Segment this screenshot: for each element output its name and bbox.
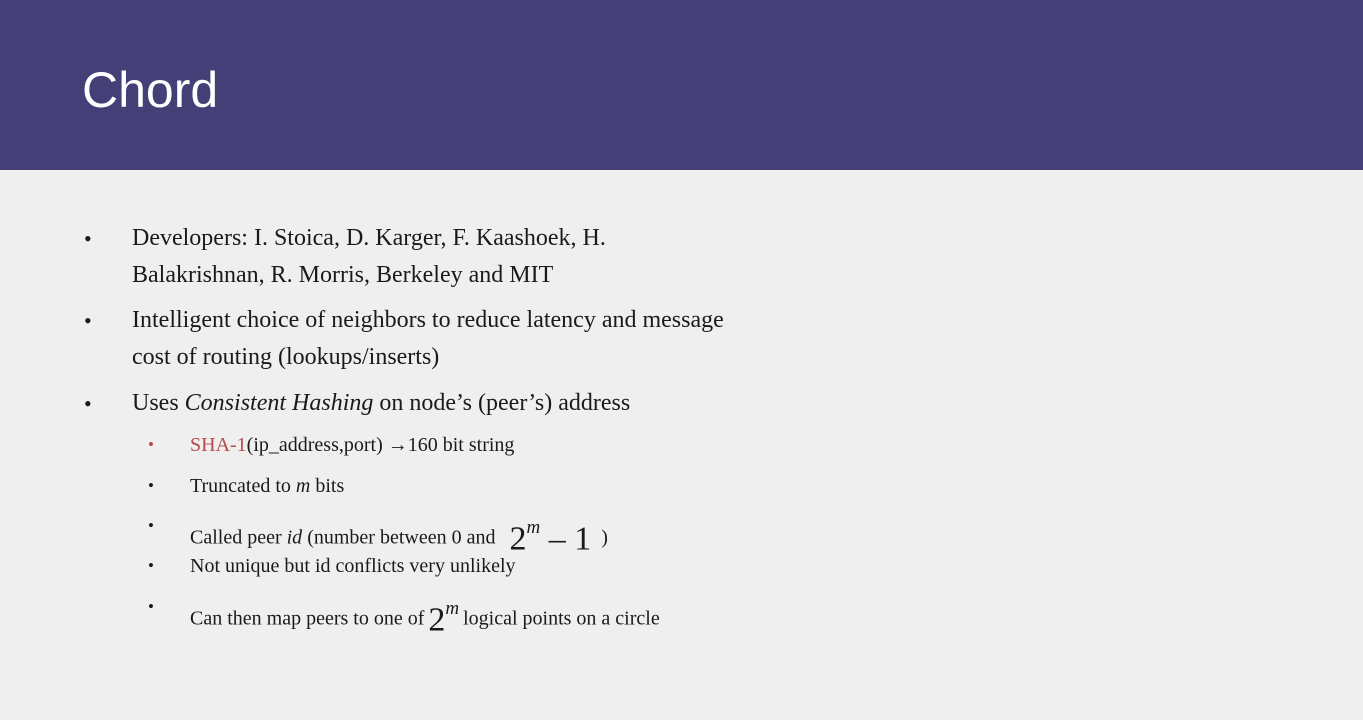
sha1-label: SHA-1 — [190, 434, 247, 456]
arrow-right-icon: → — [387, 434, 408, 456]
text-run: Truncated to — [190, 475, 296, 497]
bullet-text-line — [190, 513, 608, 558]
bullet-text-line — [190, 432, 514, 458]
bullet-marker: • — [148, 476, 154, 495]
bullet-marker: • — [84, 308, 92, 333]
bullet-marker: • — [148, 556, 154, 575]
math-base: 2 — [428, 601, 446, 639]
bullet-marker: • — [148, 516, 154, 535]
subbullet-peer-id — [148, 513, 608, 558]
bullet-marker: • — [148, 597, 154, 616]
subbullet-sha1 — [148, 432, 515, 458]
math-expression — [428, 598, 460, 639]
bullet-developers — [84, 220, 606, 294]
emphasis-text: m — [295, 475, 311, 497]
text-run: Called peer — [190, 526, 287, 549]
math-tail: – 1 — [548, 520, 592, 558]
bullet-text-line — [132, 385, 630, 422]
text-run: 160 bit string — [407, 434, 515, 456]
math-exponent: m — [445, 598, 460, 619]
bullet-text-line: Intelligent choice of neighbors to reduce latency and message — [132, 307, 724, 333]
subbullet-map-circle — [148, 594, 660, 639]
text-run: logical points on a circle — [463, 607, 660, 630]
text-run: Can then map peers to one of — [190, 607, 425, 630]
text-run: (ip_address,port) — [246, 434, 388, 456]
bullet-neighbors — [84, 302, 724, 376]
bullet-marker: • — [148, 435, 154, 454]
math-exponent: m — [526, 517, 541, 538]
slide-title: Chord — [82, 62, 219, 118]
bullet-text-line: Developers: I. Stoica, D. Karger, F. Kaashoek, H. — [132, 225, 606, 251]
subbullet-not-unique — [148, 553, 516, 579]
emphasis-text: Consistent Hashing — [184, 390, 374, 416]
subbullet-truncated — [148, 473, 345, 499]
emphasis-text: id — [286, 526, 303, 549]
bullet-text-line: cost of routing (lookups/inserts) — [132, 344, 440, 370]
bullet-marker: • — [84, 226, 92, 251]
math-base: 2 — [509, 520, 527, 558]
text-run: bits — [310, 475, 345, 497]
bullet-text-line: Not unique but id conflicts very unlikely — [190, 555, 516, 577]
text-run: Uses — [132, 390, 185, 416]
text-run: (number between 0 and — [302, 526, 496, 549]
bullet-marker: • — [84, 391, 92, 416]
bullet-text-line — [190, 594, 660, 639]
text-run: on node’s (peer’s) address — [373, 390, 631, 416]
bullet-consistent-hashing — [84, 385, 631, 422]
bullet-text-line — [190, 473, 344, 499]
bullet-text-line: Balakrishnan, R. Morris, Berkeley and MIT — [132, 262, 554, 288]
text-run: ) — [601, 526, 608, 549]
math-expression — [509, 517, 592, 558]
